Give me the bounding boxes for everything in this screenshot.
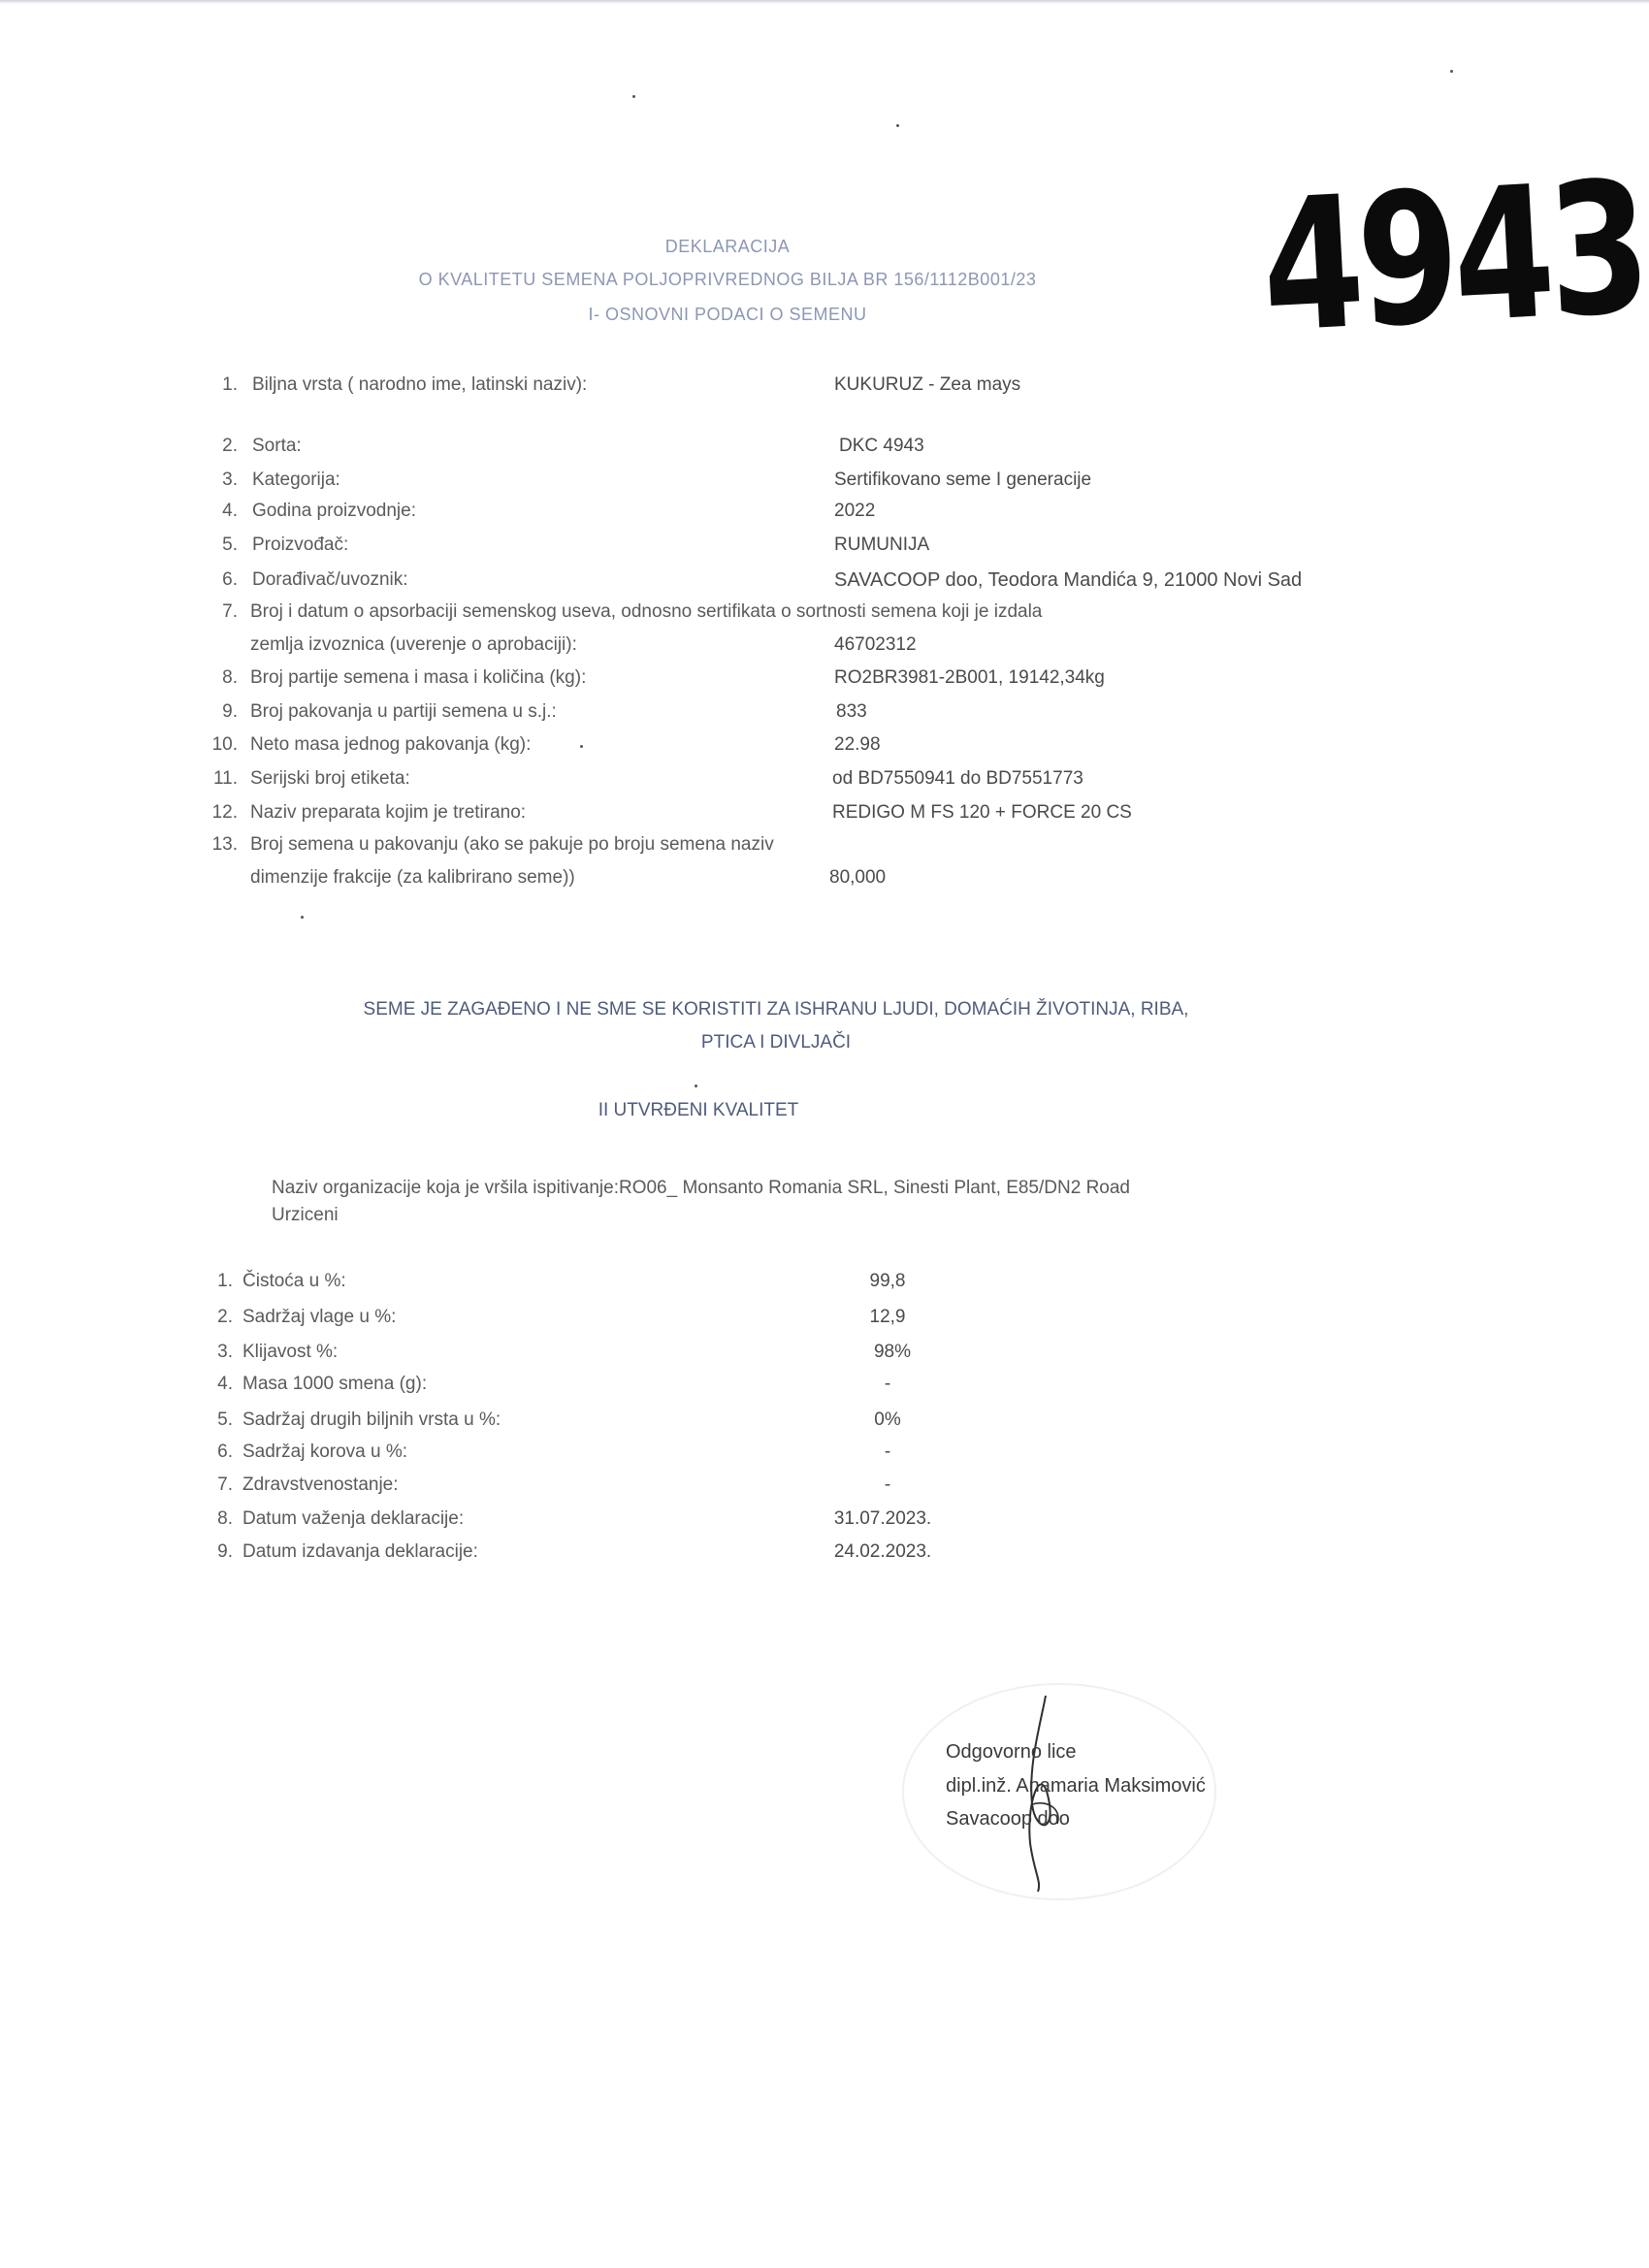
scan-speck	[301, 916, 304, 919]
responsible-person-title: Odgovorno lice	[946, 1741, 1077, 1763]
scan-edge	[0, 0, 1649, 4]
scan-speck	[580, 745, 583, 748]
testing-organization-city: Urziceni	[272, 1205, 339, 1225]
section1-title: I- OSNOVNI PODACI O SEMENU	[588, 305, 867, 324]
scan-speck	[1450, 70, 1453, 73]
warning-text-line1: SEME JE ZAGAĐENO I NE SME SE KORISTITI ZA ISHRANU LJUDI, DOMAĆIH ŽIVOTINJA, RIBA,	[363, 999, 1189, 1020]
scan-speck	[695, 1085, 697, 1087]
testing-organization: Naziv organizacije koja je vršila ispitivanje:RO06_ Monsanto Romania SRL, Sinesti Plant, E85/DN2 Road	[272, 1178, 1130, 1198]
doc-subtitle: O KVALITETU SEMENA POLJOPRIVREDNOG BILJA BR 156/1112B001/23	[418, 270, 1037, 289]
scan-speck	[896, 124, 899, 127]
doc-title: DEKLARACIJA	[664, 237, 791, 256]
warning-text-line2: PTICA I DIVLJAČI	[700, 1032, 852, 1053]
responsible-person-name: dipl.inž. Anamaria Maksimović	[946, 1775, 1206, 1797]
scan-speck	[632, 95, 635, 98]
responsible-company: Savacoop doo	[946, 1808, 1070, 1830]
section2-title: II UTVRĐENI KVALITET	[598, 1100, 799, 1120]
handwritten-number: 4943	[1257, 143, 1649, 374]
